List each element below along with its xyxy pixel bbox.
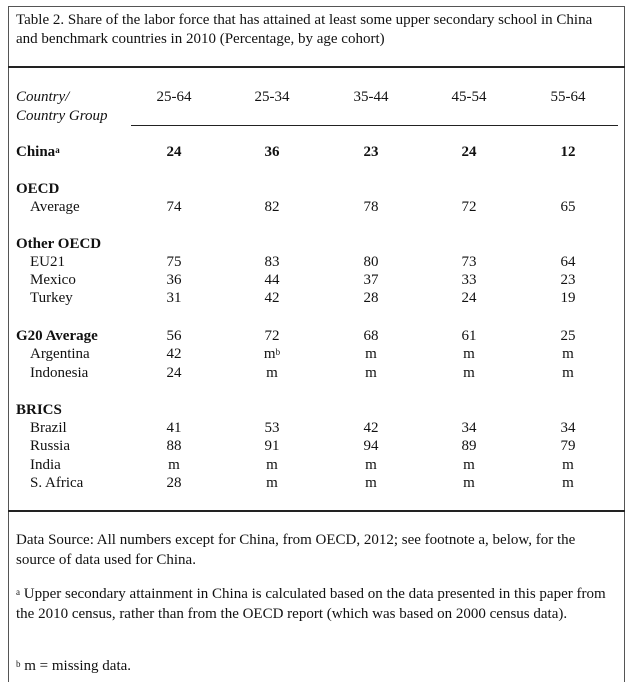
table-cell: 34 <box>560 420 576 436</box>
row-label: S. Africa <box>30 475 84 491</box>
header-country <box>16 88 108 126</box>
table-cell: 83 <box>264 254 280 270</box>
row-label: Argentina <box>30 346 90 362</box>
table-cell: m <box>168 457 180 473</box>
table-cell: m <box>562 346 574 362</box>
table-cell: 78 <box>363 199 379 215</box>
table-cell: 34 <box>461 420 477 436</box>
table-cell: 61 <box>461 328 477 344</box>
row-label: EU21 <box>30 254 65 270</box>
group-other-oecd-label: Other OECD <box>16 236 102 252</box>
table-cell: m <box>562 365 574 381</box>
header-cohort-25-64: 25-64 <box>156 89 192 105</box>
table-cell: 89 <box>461 438 477 454</box>
table-cell: 42 <box>264 290 280 306</box>
table-cell: m <box>463 475 475 491</box>
cell-china-2: 23 <box>363 144 379 160</box>
table-cell: m <box>463 365 475 381</box>
group-oecd-label: OECD <box>16 181 60 197</box>
table-cell: 65 <box>560 199 576 215</box>
footnote-a: $^a$ Upper secondary attainment in China is calculated based on the data presented in this paper from the 2010 census, rather than from the OECD report (which was based on 2000 census data). <box>16 586 606 622</box>
row-label: Indonesia <box>30 365 89 381</box>
table-cell: m <box>365 475 377 491</box>
table-cell: 72 <box>264 328 280 344</box>
row-label: Russia <box>30 438 71 454</box>
footnote-b-mark: b <box>16 659 21 669</box>
group-brics-label: BRICS <box>16 402 62 418</box>
row-label: Average <box>30 199 80 215</box>
table-cell: 74 <box>166 199 182 215</box>
footnote-b: $^b$ m = missing data. <box>16 658 132 674</box>
row-label: India <box>30 457 61 473</box>
header-underline <box>131 125 618 126</box>
table-cell: 31 <box>166 290 182 306</box>
table-cell: 88 <box>166 438 182 454</box>
table-cell: 72 <box>461 199 477 215</box>
row-label: Brazil <box>30 420 67 436</box>
table-cell: 91 <box>264 438 280 454</box>
table-cell: 42 <box>363 420 379 436</box>
table-cell: 28 <box>166 475 182 491</box>
table-cell: 44 <box>264 272 280 288</box>
footnote-a-mark: a <box>16 587 20 597</box>
cell-china-0: 24 <box>166 144 182 160</box>
header-country-line1: Country/ <box>16 89 70 105</box>
row-china-label: China$^a$ <box>16 144 60 160</box>
footnote-a-marker: a <box>55 145 60 155</box>
table-cell: m <box>562 457 574 473</box>
table-cell: 80 <box>363 254 379 270</box>
row-label: Mexico <box>30 272 76 288</box>
table-cell: m <box>562 475 574 491</box>
table-cell: 64 <box>560 254 576 270</box>
header-cohort-25-34: 25-34 <box>254 89 290 105</box>
bottom-rule <box>8 510 625 512</box>
table-cell: m <box>365 346 377 362</box>
table-cell: m <box>463 346 475 362</box>
table-cell: m <box>266 475 278 491</box>
table-cell: 41 <box>166 420 182 436</box>
table-cell: 79 <box>560 438 576 454</box>
table-cell: 73 <box>461 254 477 270</box>
header-cohort-45-54: 45-54 <box>451 89 487 105</box>
footnote-b-marker: b <box>275 347 281 357</box>
table-cell: m <box>365 365 377 381</box>
table-cell: 33 <box>461 272 477 288</box>
table-cell: 23 <box>560 272 576 288</box>
table-cell: $m^b$ <box>263 346 281 362</box>
table-cell: m <box>365 457 377 473</box>
cell-china-3: 24 <box>461 144 477 160</box>
table-cell: 56 <box>166 328 182 344</box>
group-g20-label: G20 Average <box>16 328 98 344</box>
header-cohort-55-64: 55-64 <box>550 89 586 105</box>
table-cell: 28 <box>363 290 379 306</box>
table-cell: m <box>266 457 278 473</box>
table-cell: 19 <box>560 290 576 306</box>
table-cell: 82 <box>264 199 280 215</box>
table-cell: 53 <box>264 420 280 436</box>
cell-china-4: 12 <box>560 144 576 160</box>
table-cell: 75 <box>166 254 182 270</box>
table-cell: 42 <box>166 346 182 362</box>
header-country-line2: Country Group <box>16 108 108 124</box>
cell-china-1: 36 <box>264 144 280 160</box>
data-source-note: Data Source: All numbers except for China, from OECD, 2012; see footnote a, below, for the source of data used for China. <box>16 532 576 568</box>
table-cell: 37 <box>363 272 379 288</box>
table-cell: 24 <box>166 365 182 381</box>
table-cell: 25 <box>560 328 576 344</box>
table-cell: 94 <box>363 438 379 454</box>
table-cell: m <box>266 365 278 381</box>
table-cell: m <box>463 457 475 473</box>
table-cell: 68 <box>363 328 379 344</box>
row-label: Turkey <box>30 290 73 306</box>
table-cell: 36 <box>166 272 182 288</box>
top-rule <box>8 66 625 68</box>
table-caption: Table 2. Share of the labor force that has attained at least some upper secondary school in China and benchmark countries in 2010 (Percentage, by age cohort) <box>16 12 593 47</box>
table-cell: 24 <box>461 290 477 306</box>
header-cohort-35-44: 35-44 <box>353 89 389 105</box>
